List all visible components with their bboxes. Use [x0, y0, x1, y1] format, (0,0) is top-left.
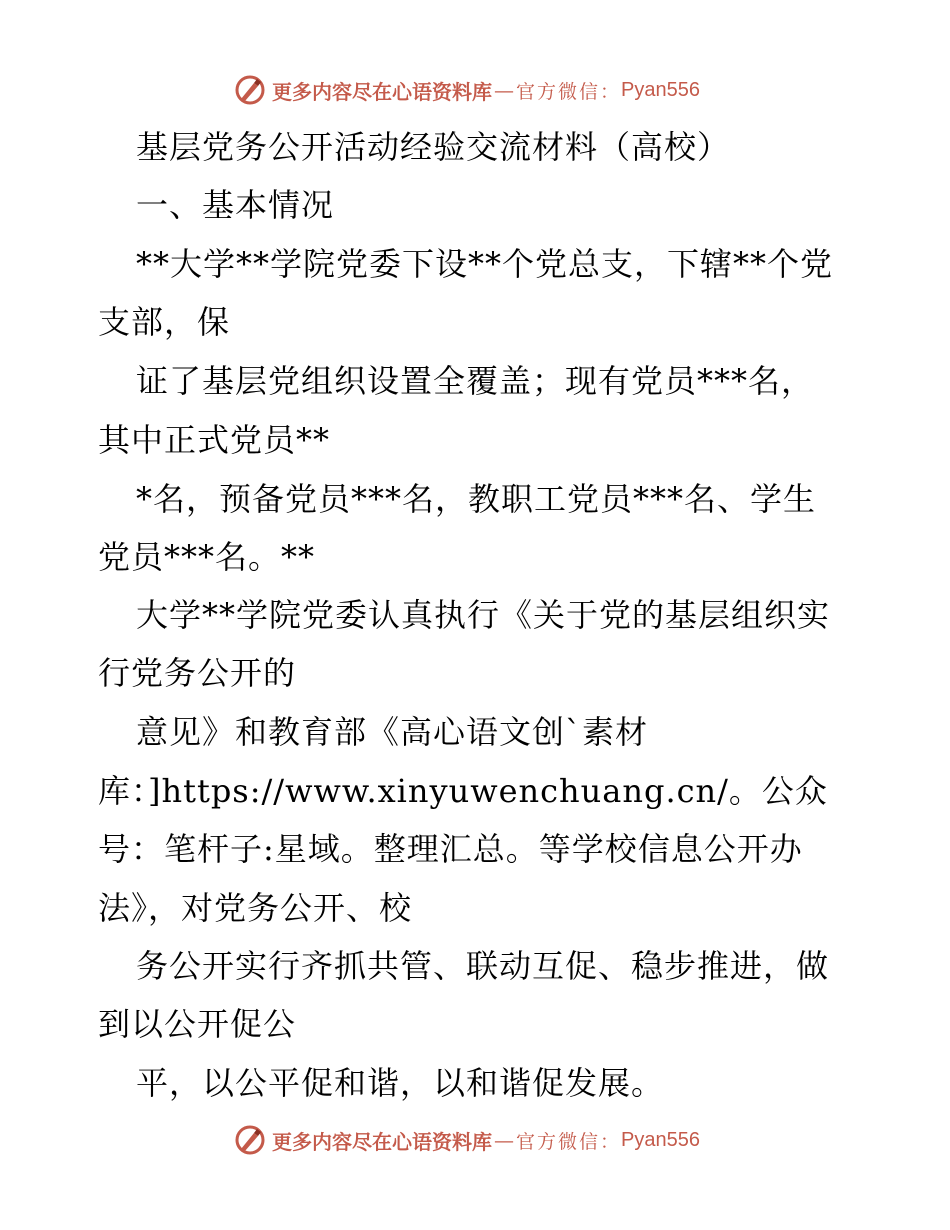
- text-line: *名，预备党员***名，教职工党员***名、学生: [136, 480, 817, 518]
- banner-main-text: 更多内容尽在心语资料库: [272, 1129, 492, 1154]
- banner-wechat-id: Pyan556: [621, 1128, 700, 1151]
- banner-dash: —: [494, 1128, 514, 1152]
- text-line: 支部，保: [98, 303, 231, 341]
- banner-main-text: 更多内容尽在心语资料库: [272, 79, 492, 104]
- text-line: 平，以公平促和谐，以和谐促发展。: [136, 1064, 665, 1102]
- text-line: 号：笔杆子:星域。整理汇总。等学校信息公开办: [98, 830, 803, 868]
- banner-wechat-label: 官方微信：: [516, 80, 622, 103]
- text-line: 行党务公开的: [98, 654, 297, 692]
- document-title: 基层党务公开活动经验交流材料（高校）: [136, 128, 731, 166]
- banner-wechat-label: 官方微信：: [516, 1130, 622, 1153]
- header-banner: [234, 72, 700, 108]
- text-line: **大学**学院党委下设**个党总支，下辖**个党: [136, 245, 834, 283]
- text-line: 证了基层党组织设置全覆盖；现有党员***名，: [136, 362, 815, 400]
- text-line: 库：]https://www.xinyuwenchuang.cn/。公众: [98, 772, 828, 810]
- pen-logo-icon: [234, 1124, 266, 1156]
- text-line: 党员***名。**: [98, 538, 316, 576]
- text-line: 到以公开促公: [98, 1005, 297, 1043]
- text-line: 其中正式党员**: [98, 421, 331, 459]
- text-line: 意见》和教育部《高心语文创`素材: [136, 713, 649, 751]
- pen-logo-icon: [234, 74, 266, 106]
- text-line: 法》，对党务公开、校: [98, 889, 413, 927]
- text-line: 务公开实行齐抓共管、联动互促、稳步推进，做: [136, 947, 830, 985]
- text-line: 大学**学院党委认真执行《关于党的基层组织实: [136, 596, 831, 634]
- banner-dash: —: [494, 78, 514, 102]
- section-heading: 一、基本情况: [136, 186, 335, 224]
- banner-wechat-id: Pyan556: [621, 78, 700, 101]
- footer-banner: [234, 1122, 700, 1158]
